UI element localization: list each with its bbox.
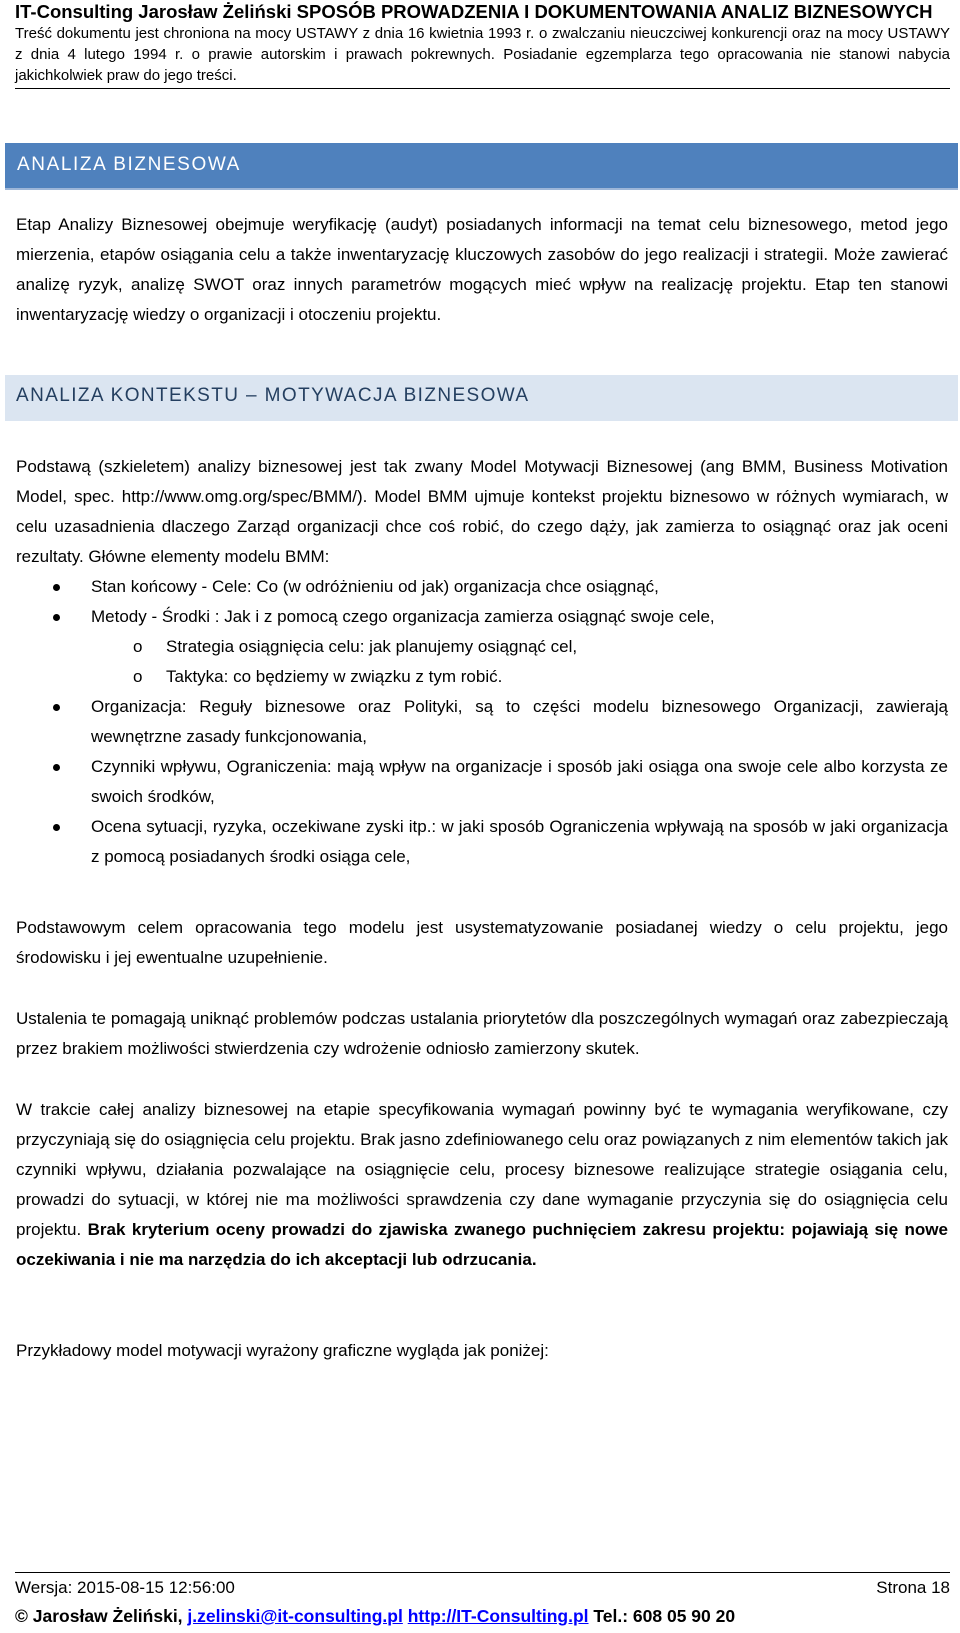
bullet-icon bbox=[53, 584, 60, 591]
list-item bbox=[16, 602, 948, 692]
bullet-icon bbox=[53, 614, 60, 621]
sub-bullet-icon: o bbox=[133, 667, 143, 686]
sub-bullet-icon: o bbox=[133, 637, 143, 656]
paragraph-business-analysis: Etap Analizy Biznesowej obejmuje weryfikację (audyt) posiadanych informacji na temat celu biznesowego, metod jego mierzenia, etapów osiągania celu a także inwentaryzację kluczowych zasobów do jego realizacji i strategii. Może zawierać analizę ryzyk, analizę SWOT oraz innych parametrów mogących mieć wpływ na realizację projektu. Etap ten stanowi inwentaryzację wiedzy o organizacji i otoczeniu projektu. bbox=[16, 215, 948, 324]
paragraph-example-intro: Przykładowy model motywacji wyrażony graficzne wygląda jak poniżej: bbox=[16, 1341, 549, 1360]
page-footer bbox=[15, 1574, 950, 1630]
bullet-icon bbox=[53, 764, 60, 771]
section-heading-analiza-kontekstu bbox=[5, 375, 958, 421]
paragraph-bmm-intro: Podstawą (szkieletem) analizy biznesowej jest tak zwany Model Motywacji Biznesowej (ang BMM, Business Motivation Model, spec. http://www.omg.org/spec/BMM/). Model BMM ujmuje kontekst projektu biznesowo w różnych wymiarach, w celu uzasadnienia dlaczego Zarząd organizacji chce coś robić, do czego dąży, jak zamierza to osiągnąć oraz jak oceni rezultaty. Główne elementy modelu BMM: bbox=[16, 457, 948, 566]
list-item bbox=[16, 572, 948, 602]
section-body bbox=[16, 913, 948, 973]
sub-list-item bbox=[16, 662, 948, 692]
sub-list-item bbox=[16, 632, 948, 662]
email-link[interactable]: j.zelinski@it-consulting.pl bbox=[187, 1606, 403, 1626]
phone-label: Tel.: 608 05 90 20 bbox=[588, 1606, 736, 1626]
list-item-text: Czynniki wpływu, Ograniczenia: mają wpływ na organizacje i sposób jaki osiąga ona swoje cele albo korzysta ze swoich środków, bbox=[91, 757, 948, 806]
author-label: © Jarosław Żeliński, bbox=[15, 1606, 188, 1626]
paragraph-requirements-tracing bbox=[16, 1095, 948, 1275]
section-body bbox=[16, 210, 948, 330]
sub-list-item-text: Strategia osiągnięcia celu: jak planujemy osiągnąć cel, bbox=[166, 637, 578, 656]
list-item bbox=[16, 752, 948, 812]
paragraph-bold-text: Brak kryterium oceny prowadzi do zjawiska zwanego puchnięciem zakresu projektu: pojawiają się nowe oczekiwania i nie ma narzędzia do ich akceptacji lub odrzucania. bbox=[16, 1220, 948, 1269]
paragraph-findings: Ustalenia te pomagają uniknąć problemów podczas ustalania priorytetów dla poszczególnych wymagań oraz zabezpieczają przez brakiem możliwości stwierdzenia czy wdrożenie odniosło zamierzony skutek. bbox=[16, 1009, 948, 1058]
bullet-icon bbox=[53, 704, 60, 711]
page-number: Strona 18 bbox=[876, 1578, 950, 1597]
sub-list-item-text: Taktyka: co będziemy w związku z tym robić. bbox=[166, 667, 503, 686]
list-item-text: Organizacja: Reguły biznesowe oraz Polityki, są to części modelu biznesowego Organizacji, zawierają wewnętrzne zasady funkcjonowania, bbox=[91, 697, 948, 746]
list-item-text: Ocena sytuacji, ryzyka, oczekiwane zyski itp.: w jaki sposób Ograniczenia wpływają na sposób w jaki organizacja z pomocą posiadanych środki osiąga cele, bbox=[91, 817, 948, 866]
paragraph-text: W trakcie całej analizy biznesowej na etapie specyfikowania wymagań powinny być te wymagania weryfikowane, czy przyczyniają się do osiągnięcia celu projektu. Brak jasno zdefiniowanego celu oraz powiązanych z nim elementów takich jak czynniki wpływu, działania pozwalające na osiągnięcie celu, procesy biznesowe realizujące strategie osiągania celu, prowadzi do sytuacji, w której nie ma możliwości sprawdzenia czy dane wymaganie przyczynia się do osiągnięcia celu projektu. bbox=[16, 1100, 948, 1239]
sub-list bbox=[16, 632, 948, 692]
version-label: Wersja: 2015-08-15 12:56:00 bbox=[15, 1578, 235, 1597]
bmm-elements-list bbox=[16, 572, 948, 872]
section-body bbox=[16, 452, 948, 872]
website-link[interactable]: http://IT-Consulting.pl bbox=[407, 1606, 589, 1626]
footer-divider bbox=[15, 1572, 950, 1573]
section-body bbox=[16, 1004, 948, 1064]
section-body bbox=[16, 1336, 948, 1366]
copyright-notice: Treść dokumentu jest chroniona na mocy USTAWY z dnia 16 kwietnia 1993 r. o zwalczaniu nieuczciwej konkurencji oraz na mocy USTAWY z dnia 4 lutego 1994 r. o prawie autorskim i prawach pokrewnych. Posiadanie egzemplarza tego opracowania nie stanowi nabycia jakichkolwiek praw do jego treści. bbox=[15, 25, 950, 84]
document-title: IT-Consulting Jarosław Żeliński SPOSÓB PROWADZENIA I DOKUMENTOWANIA ANALIZ BIZNESOWYCH bbox=[15, 1, 933, 22]
section-body bbox=[16, 1095, 948, 1275]
list-item bbox=[16, 812, 948, 872]
header-divider bbox=[15, 88, 950, 89]
section-heading-text: ANALIZA BIZNESOWA bbox=[17, 154, 241, 175]
page-header bbox=[15, 0, 950, 86]
bullet-icon bbox=[53, 824, 60, 831]
list-item-text: Stan końcowy - Cele: Co (w odróżnieniu od jak) organizacja chce osiągnąć, bbox=[91, 577, 659, 596]
list-item-text: Metody - Środki : Jak i z pomocą czego organizacja zamierza osiągnąć swoje cele, bbox=[91, 607, 715, 626]
section-heading-text: ANALIZA KONTEKSTU – MOTYWACJA BIZNESOWA bbox=[16, 385, 530, 406]
section-heading-analiza-biznesowa bbox=[5, 143, 958, 190]
paragraph-model-goal: Podstawowym celem opracowania tego modelu jest usystematyzowanie posiadanej wiedzy o celu projektu, jego środowisku i jej ewentualne uzupełnienie. bbox=[16, 918, 948, 967]
list-item bbox=[16, 692, 948, 752]
